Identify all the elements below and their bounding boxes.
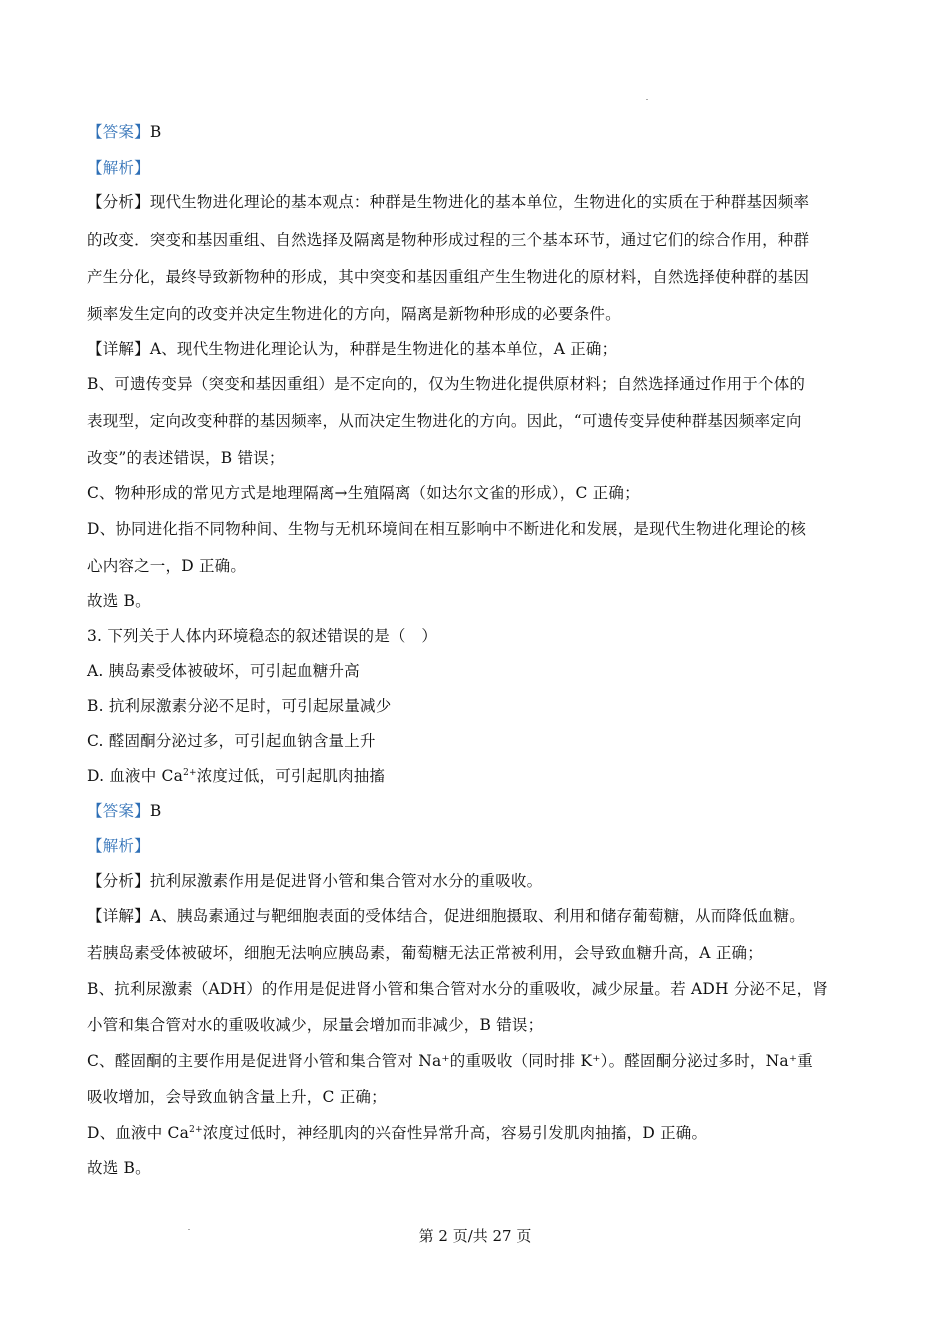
answer-tag: 【答案】 (87, 802, 150, 820)
answer-value: B (149, 802, 162, 820)
paragraph-text: 浓度过低时，神经肌肉的兴奋性异常升高，容易引发肌肉抽搐，D 正确。 (202, 1124, 708, 1142)
q3-option-c: C. 醛固酮分泌过多，可引起血钠含量上升 (87, 732, 376, 750)
answer-tag: 【答案】 (87, 123, 150, 141)
q2-answer-line (87, 121, 862, 143)
q3-a-line-2: 若胰岛素受体被破坏，细胞无法响应胰岛素，葡萄糖无法正常被利用，会导致血糖升高，A 正确； (87, 944, 763, 962)
q2-d-line-2: 心内容之一，D 正确。 (87, 557, 247, 575)
q2-fenxi-line-1 (87, 191, 862, 213)
xiangjie-tag: 【详解】 (87, 907, 150, 925)
q3-option-d (87, 765, 862, 787)
q3-c-line-1: C、醛固酮的主要作用是促进肾小管和集合管对 Na⁺的重吸收（同时排 K⁺）。醛固酮分泌过多时，Na⁺重 (87, 1052, 813, 1070)
xiangjie-tag: 【详解】 (87, 340, 150, 358)
paragraph-text: A、胰岛素通过与靶细胞表面的受体结合，促进细胞摄取、利用和储存葡萄糖，从而降低血糖。 (149, 907, 805, 925)
analysis-tag: 【解析】 (87, 837, 150, 855)
q3-option-a: A. 胰岛素受体被破坏，可引起血糖升高 (87, 662, 360, 680)
answer-value: B (149, 123, 162, 141)
q2-conclusion: 故选 B。 (87, 592, 151, 610)
q3-xiangjie-line-1 (87, 905, 862, 927)
q2-xiangjie-line-1 (87, 338, 862, 360)
q2-analysis-line (87, 157, 862, 179)
fenxi-tag: 【分析】 (87, 193, 150, 211)
option-text: D. 血液中 Ca (87, 767, 184, 785)
q3-conclusion: 故选 B。 (87, 1159, 151, 1177)
page-number: 第 2 页/共 27 页 (418, 1227, 532, 1245)
q2-c-line-1: C、物种形成的常见方式是地理隔离→生殖隔离（如达尔文雀的形成），C 正确； (87, 484, 640, 502)
q3-analysis-line (87, 835, 862, 857)
q2-fenxi-line-3: 产生分化，最终导致新物种的形成，其中突变和基因重组产生生物进化的原材料，自然选择使种群的基因 (87, 268, 810, 286)
paragraph-text: 抗利尿激素作用是促进肾小管和集合管对水分的重吸收。 (149, 872, 543, 890)
superscript: 2+ (189, 1124, 203, 1135)
scan-speck (646, 99, 648, 100)
q3-c-line-2: 吸收增加，会导致血钠含量上升，C 正确； (87, 1088, 387, 1106)
q3-answer-line (87, 800, 862, 822)
paragraph-text: 现代生物进化理论的基本观点：种群是生物进化的基本单位，生物进化的实质在于种群基因频率 (149, 193, 810, 211)
superscript: 2+ (183, 767, 197, 778)
fenxi-tag: 【分析】 (87, 872, 150, 890)
q3-d-line-1 (87, 1122, 862, 1144)
q2-fenxi-line-2: 的改变．突变和基因重组、自然选择及隔离是物种形成过程的三个基本环节，通过它们的综合作用，种群 (87, 231, 810, 249)
q3-stem: 3. 下列关于人体内环境稳态的叙述错误的是（ ） (87, 627, 438, 645)
q3-b-line-2: 小管和集合管对水的重吸收减少，尿量会增加而非减少，B 错误； (87, 1016, 544, 1034)
q2-b-line-3: 改变”的表述错误，B 错误； (87, 449, 285, 467)
q3-b-line-1: B、抗利尿激素（ADH）的作用是促进肾小管和集合管对水分的重吸收，减少尿量。若 ADH 分泌不足，肾 (87, 980, 829, 998)
q2-d-line-1: D、协同进化指不同物种间、生物与无机环境间在相互影响中不断进化和发展，是现代生物进化理论的核 (87, 520, 807, 538)
paragraph-text: A、现代生物进化理论认为，种群是生物进化的基本单位，A 正确； (149, 340, 618, 358)
paragraph-text: D、血液中 Ca (87, 1124, 190, 1142)
q2-b-line-2: 表现型，定向改变种群的基因频率，从而决定生物进化的方向。因此，“可遗传变异使种群基因频率定向 (87, 412, 802, 430)
q3-option-b: B. 抗利尿激素分泌不足时，可引起尿量减少 (87, 697, 392, 715)
analysis-tag: 【解析】 (87, 159, 150, 177)
q3-fenxi-line-1 (87, 870, 862, 892)
q2-b-line-1: B、可遗传变异（突变和基因重组）是不定向的，仅为生物进化提供原材料；自然选择通过作用于个体的 (87, 375, 806, 393)
option-text: 浓度过低，可引起肌肉抽搐 (196, 767, 386, 785)
q2-fenxi-line-4: 频率发生定向的改变并决定生物进化的方向，隔离是新物种形成的必要条件。 (87, 305, 621, 323)
